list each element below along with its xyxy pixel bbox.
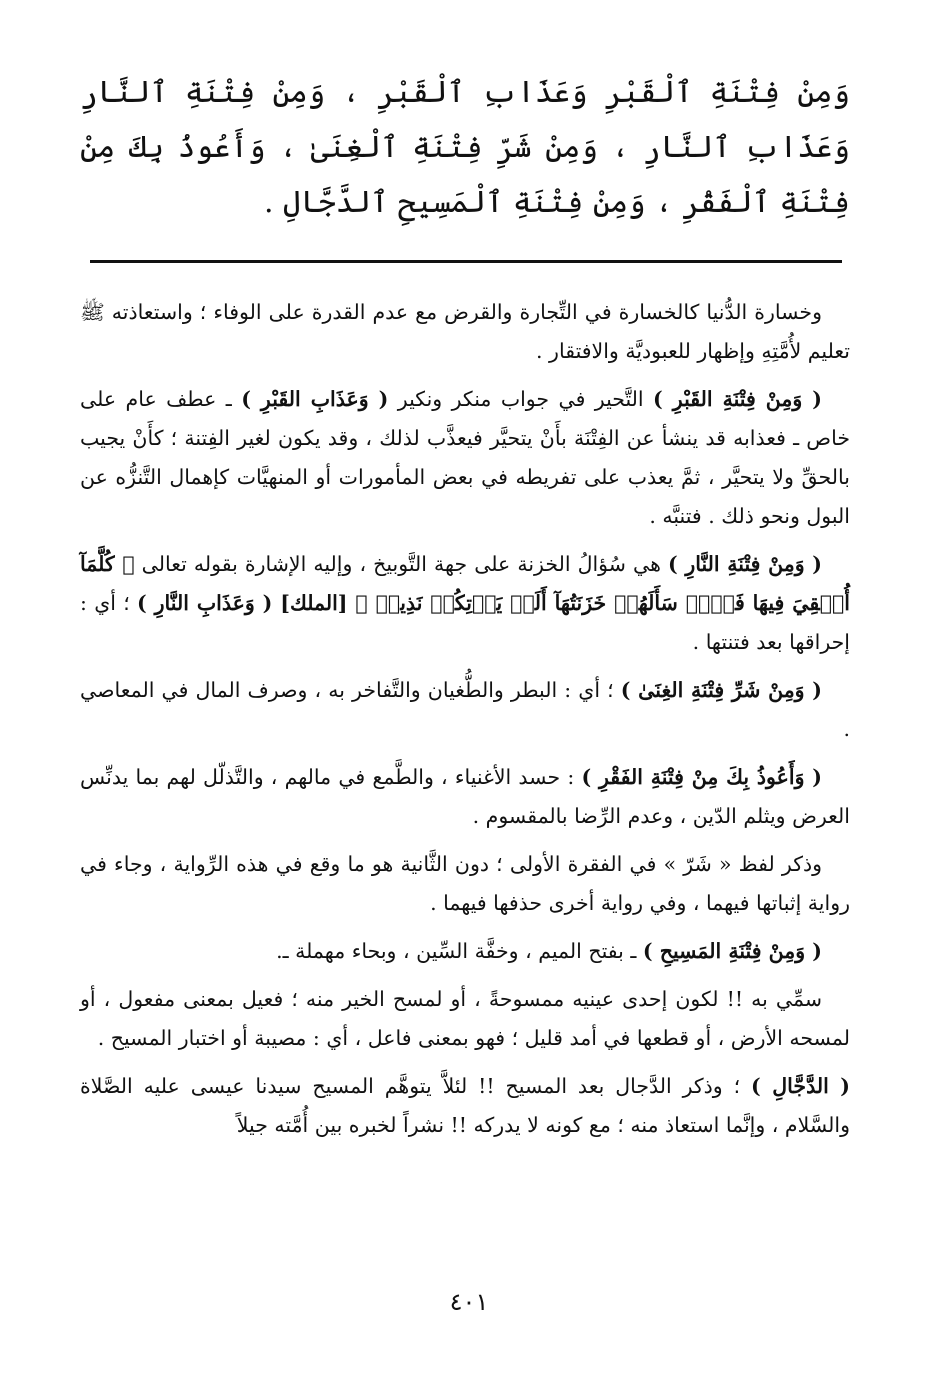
paragraph-text: ـ بفتح الميم ، وخفَّة السِّين ، وبحاء مهملة ـ. <box>276 939 643 963</box>
paragraph-text: ؛ وذكر الدَّجال بعد المسيح !! لئلاَّ يتوهَّم المسيح سيدنا عيسى عليه الصَّلاة والسَّلام ، وإنَّما استعاذ منه ؛ مع كونه لا يدركه !! نشراً لخبره بين أُمَّته جيلاً <box>80 1074 850 1137</box>
hadith-text: وَمِنْ فِتْنَةِ ٱلْقَبْرِ وَعَذَابِ ٱلْقَبْرِ ، وَمِنْ فِتْنَةِ ٱلنَّارِ وَعَذَابِ ٱلنَّارِ ، وَمِنْ شَرِّ فِتْنَةِ ٱلْغِنَىٰ ، وَأَعُوذُ بِكَ مِنْ فِتْنَةِ ٱلْفَقْرِ ، وَمِنْ فِتْنَةِ ٱلْمَسِيحِ ٱلدَّجَّالِ . <box>80 75 850 220</box>
commentary-paragraph <box>80 845 850 923</box>
paragraph-text: ؛ أي : إحراقها بعد فتنتها . <box>80 591 850 654</box>
quoted-phrase: ( وَمِنْ فِتْنَةِ القَبْرِ ) <box>653 387 823 411</box>
quoted-phrase: ( وَمِنْ فِتْنَةِ النَّارِ ) <box>667 552 822 576</box>
quoted-phrase: ( وَمِنْ شَرِّ فِتْنَةِ الغِنَىٰ ) <box>620 678 823 702</box>
commentary-paragraph <box>80 932 850 971</box>
paragraph-text: : حسد الأغنياء ، والطَّمع في مالهم ، والتَّذلّل لهم بما يدنِّس العرض ويثلم الدّين ، وعدم الرِّضا بالمقسوم . <box>80 765 850 828</box>
paragraph-text: هي سُؤالُ الخزنة على جهة التَّوبيخ ، وإليه الإشارة بقوله تعالى <box>134 552 668 576</box>
commentary-paragraph <box>80 293 850 371</box>
quoted-phrase: ( الدَّجَّالِ ) <box>751 1074 850 1098</box>
quran-verse: ﴿ كُلَّمَآ أُلۡقِيَ فِيهَا فَوۡجٞ سَأَلَهُمۡ خَزَنَتُهَآ أَلَمۡ يَأۡتِكُمۡ نَذِيرٞ ﴾ [الملك] ( وَعَذَابِ النَّارِ ) <box>80 552 850 615</box>
paragraph-text: وخسارة الدُّنيا كالخسارة في التِّجارة والقرض مع عدم القدرة على الوفاء ؛ واستعاذته ﷺ تعليم لأُمَّتِهِ وإظهار للعبوديَّة والافتقار . <box>80 300 850 363</box>
page-content <box>80 55 850 1154</box>
paragraph-text: التَّحير في جواب منكر ونكير <box>388 387 654 411</box>
commentary-paragraph <box>80 380 850 536</box>
paragraph-text: ـ عطف عام على خاص ـ فعذابه قد ينشأ عن الفِتْنَة بأَنْ يتحيَّر فيعذَّب لذلك ، وقد يكون لغير الفِتنة ؛ كأَنْ يجيب بالحقِّ ولا يتحيَّر ، ثمَّ يعذب على تفريطه في بعض المأمورات أو المنهيَّات كإهمال التَّنزُّه عن البول ونحو ذلك . فتنبَّه . <box>80 387 850 528</box>
commentary-paragraph <box>80 671 850 749</box>
separator-rule <box>90 260 842 263</box>
commentary-section <box>80 293 850 1145</box>
commentary-paragraph <box>80 1067 850 1145</box>
paragraph-text: ؛ أي : البطر والطُّغيان والتَّفاخر به ، وصرف المال في المعاصي . <box>80 678 850 741</box>
paragraph-text: وذكر لفظ « شَرّ » في الفقرة الأولى ؛ دون الثَّانية هو ما وقع في هذه الرِّواية ، وجاء في رواية إثباتها فيهما ، وفي رواية أخرى حذفها فيهما . <box>80 852 850 915</box>
commentary-paragraph <box>80 545 850 662</box>
page-number: ٤٠١ <box>449 1288 489 1316</box>
commentary-paragraph <box>80 980 850 1058</box>
quoted-phrase: ( وَأَعُوذُ بِكَ مِنْ فِتْنَةِ الفَقْرِ ) <box>581 765 822 789</box>
commentary-paragraph <box>80 758 850 836</box>
quoted-phrase: ( وَعَذَابِ القَبْرِ ) <box>241 387 389 411</box>
quoted-phrase: ( وَمِنْ فِتْنَةِ المَسِيحِ ) <box>642 939 822 963</box>
paragraph-text: سمِّي به !! لكون إحدى عينيه ممسوحةً ، أو لمسح الخير منه ؛ فعيل بمعنى مفعول ، أو لمسحه الأرض ، أو قطعها في أمد قليل ؛ فهو بمعنى فاعل ، أي : مصيبة أو اختبار المسيح . <box>80 987 850 1050</box>
